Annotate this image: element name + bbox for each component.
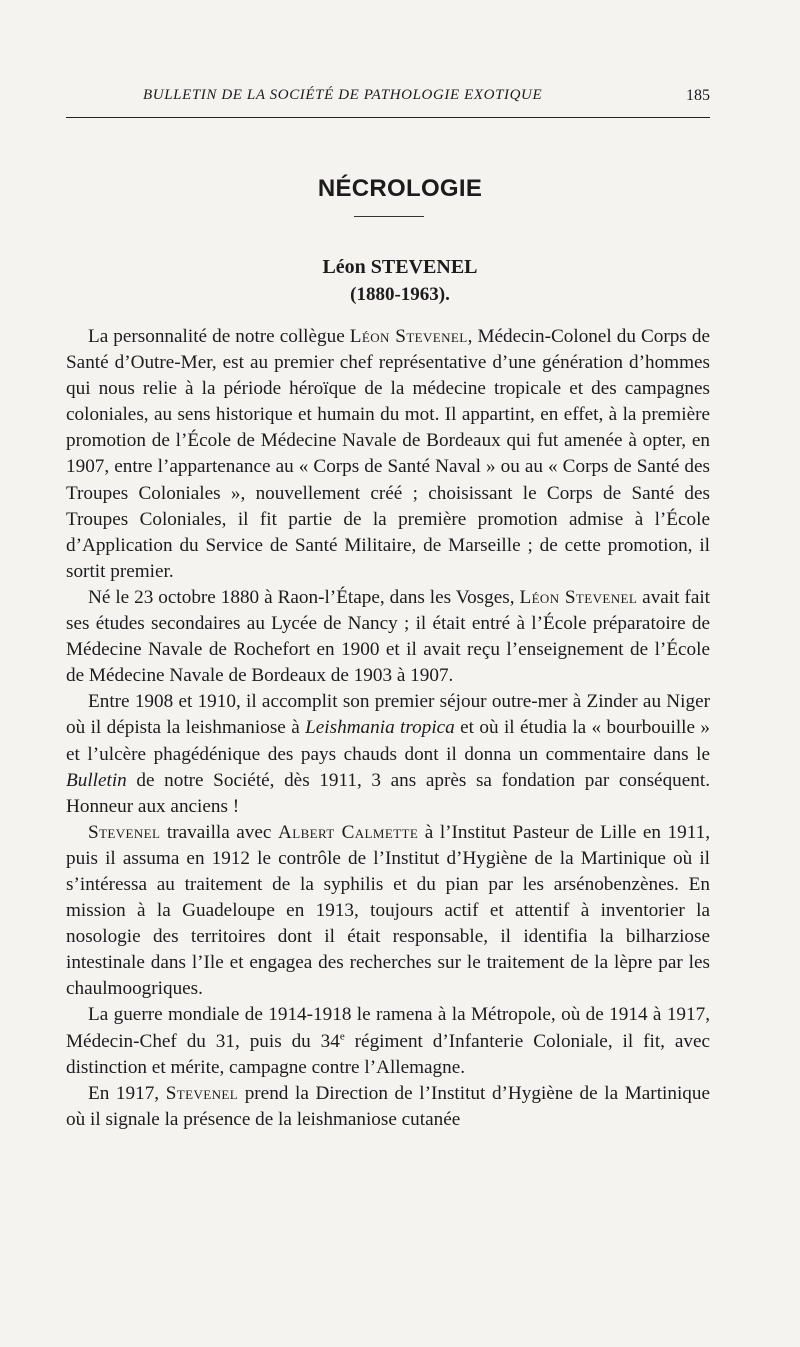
paragraph-1 [66,324,710,585]
paragraph-2 [66,585,710,689]
paragraph-1-name: Léon Stevenel [349,326,468,347]
paragraph-3-text-c: de notre Société, dès 1911, 3 ans après sa fondation par conséquent. Honneur aux anciens ! [66,769,710,817]
subject-name: Léon STEVENEL [322,256,478,278]
paragraph-2-name: Léon Stevenel [519,586,638,608]
paragraph-5-superscript: e [339,1030,345,1043]
paragraph-6-text-a: En 1917, [88,1082,166,1104]
paragraph-3-text-a: Entre 1908 et 1910, il accomplit son premier séjour outre-mer à Zinder au Niger où il dépista la leishmaniose à [66,691,710,739]
paragraph-3-text-b: et où il étudia la « bourbouille » et l’ulcère phagédénique des pays chauds dont il donna un commentaire dans le [66,717,710,765]
paragraph-6-text-b: prend la Direction de l’Institut d’Hygiène de la Martinique où il signale la présence de la leishmaniose cutanée [66,1082,710,1130]
paragraph-3-bulletin: Bulletin [66,769,127,791]
paragraph-5-text-b: régiment d’Infanterie Coloniale, il fit, avec distinction et mérite, campagne contre l’Allemagne. [66,1030,710,1078]
paragraph-4-text-a: travailla avec [160,821,278,843]
title-divider [354,216,424,217]
paragraph-4-name-1: Stevenel [88,821,161,843]
paragraph-2-text-a: Né le 23 octobre 1880 à Raon-l’Étape, dans les Vosges, [88,586,520,608]
paragraph-6 [66,1081,710,1133]
paragraph-5 [66,1002,710,1080]
paragraph-4-text-b: à l’Institut Pasteur de Lille en 1911, puis il assuma en 1912 le contrôle de l’Institut d’Hygiène de la Martinique où il s’intéressa au traitement de la syphilis et du pian par les arsénobenzènes. En mission à la Guadeloupe en 1913, toujours actif et attentif à inventorier la nosologie des territoires dont il était responsable, il identifia la bilharziose intestinale dans l’Ile et engagea des recherches sur le traitement de la lèpre par les chaulmoogriques. [66,821,710,1000]
paragraph-4 [66,820,710,1003]
paragraph-4-name-2: Albert Calmette [277,821,419,843]
paragraph-5-text-a: La guerre mondiale de 1914-1918 le ramena à la Métropole, où de 1914 à 1917, Médecin-Chef du 31, puis du 34 [66,1004,710,1052]
subject-dates: (1880-1963). [350,284,450,305]
running-head: BULLETIN DE LA SOCIÉTÉ DE PATHOLOGIE EXOTIQUE [143,87,543,103]
section-title: NÉCROLOGIE [317,175,483,202]
header-rule [66,117,710,118]
paragraph-6-name: Stevenel [165,1082,239,1104]
obituary-body [66,324,710,1133]
paragraph-2-text-b: avait fait ses études secondaires au Lycée de Nancy ; il était entré à l’École préparatoire de Médecine Navale de Rochefort en 1900 et il avait reçu l’enseignement de l’École de Médecine Navale de Bordeaux de 1903 à 1907. [66,586,710,687]
paragraph-3 [66,689,710,819]
page-number: 185 [686,87,710,104]
paragraph-3-species: Leishmania tropica [305,717,455,739]
paragraph-1-text-b: , Médecin-Colonel du Corps de Santé d’Outre-Mer, est au premier chef représentative d’une génération d’hommes qui nous relie à la période héroïque de la médecine tropicale et des campagnes coloniales, au sens historique et humain du mot. Il appartint, en effet, à la première promotion de l’École de Médecine Navale de Bordeaux qui fut amenée à opter, en 1907, entre l’appartenance au « Corps de Santé Naval » ou au « Corps de Santé des Troupes Coloniales », nouvellement créé ; choisissant le Corps de Santé des Troupes Coloniales, il fit partie de la première promotion admise à l’École d’Application du Service de Santé Militaire, de Marseille ; de cette promotion, il sortit premier. [66,326,710,582]
paragraph-1-text-a: La personnalité de notre collègue [88,326,350,347]
